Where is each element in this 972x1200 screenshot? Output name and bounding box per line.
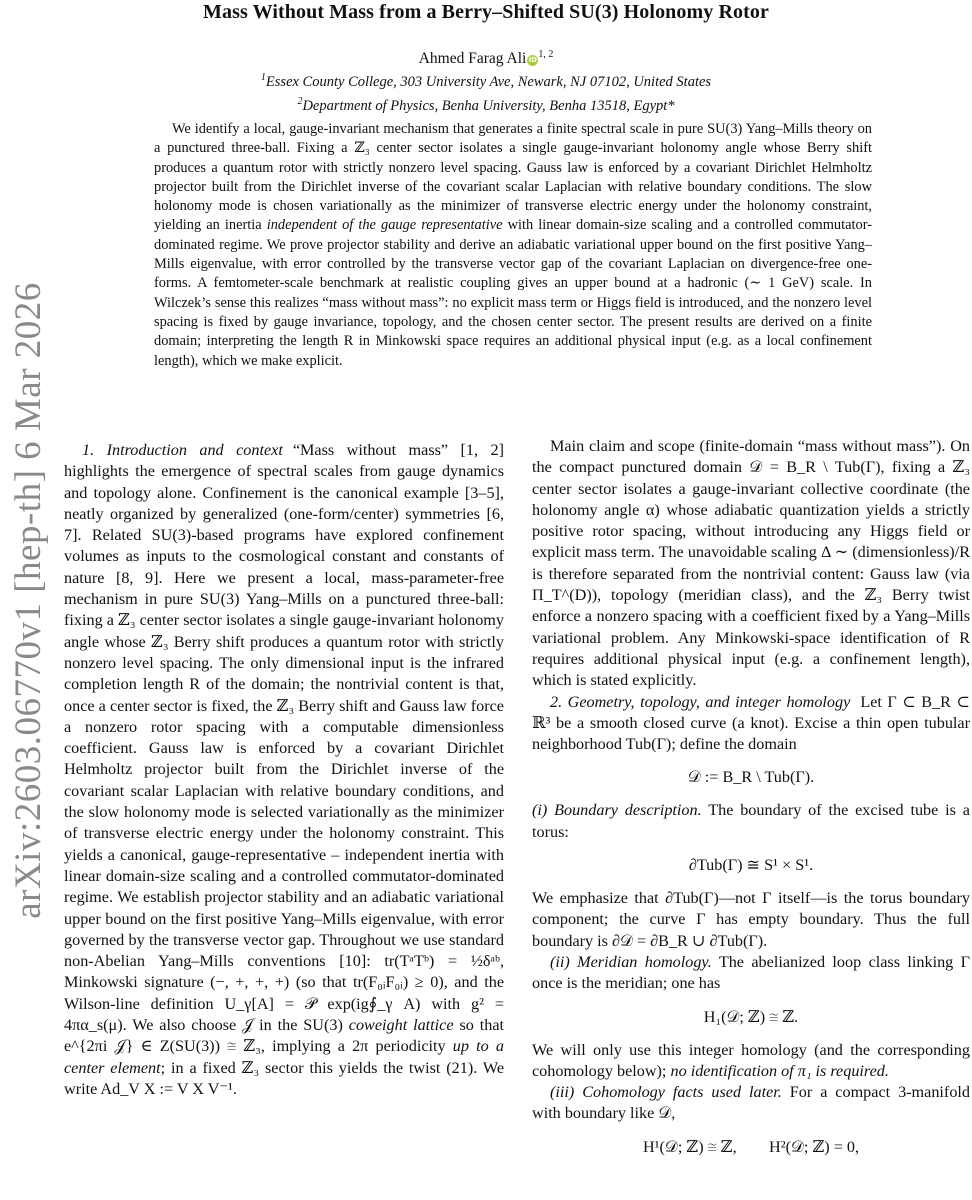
abstract-emphasis: independent of the gauge representative: [266, 217, 503, 234]
right-column: [532, 436, 970, 1170]
abstract: We identify a local, gauge-invariant mechanism that generates a finite spectral scale in pure SU(3) Yang–Mills theory on a punctured three-ball. Fixing a ℤ₃ center sector isolates a single gauge-invariant holonomy angle whose Berry shift produces a quantum rotor with strictly nonzero level spacing. Gauss law is enforced by a covariant Dirichlet Helmholtz projector built from the Dirichlet inverse of the covariant scalar Laplacian with relative boundary conditions. The slow holonomy mode is chosen variationally as the minimizer of transverse electric energy under the holonomy constraint, yielding an inertia independent of the gauge representative with linear domain-size scaling and a controlled commutator-dominated regime. We prove projector stability and derive an adiabatic variational upper bound on the first positive Yang–Mills eigenvalue, with error controlled by the transverse vector gap of the covariant Laplacian on divergence-free one-forms. A femtometer-scale benchmark at realistic coupling gives an upper bound at a hadronic (∼ 1 GeV) scale. In Wilczek’s sense this realizes “mass without mass”: no explicit mass term or Higgs field is introduced, and the nonzero level spacing is fixed by gauge invariance, topology, and the chosen center sector. The present results are derived on a finite domain; interpreting the length R in Minkowski space requires an additional physical input (e.g. as a local confinement length), which we make explicit.: [154, 121, 873, 369]
affiliation-2: $^2$Department of Physics, Benha University, Benha 13518, Egypt*: [297, 96, 675, 114]
cohomology-paragraph: (iii) Cohomology facts used later. For a compact 3-manifold with boundary like 𝒟,: [532, 1083, 971, 1123]
section-2-heading: 2. Geometry, topology, and integer homology: [550, 692, 851, 711]
section-1-heading: 1. Introduction and context: [82, 441, 283, 459]
affiliations: [0, 68, 972, 116]
equation-cohomology: H¹(𝒟; ℤ) ≅ ℤ, H²(𝒟; ℤ) = 0,: [642, 1137, 860, 1156]
author-name: Ahmed Farag Ali: [418, 50, 527, 67]
meridian-heading: (ii) Meridian homology.: [550, 952, 712, 971]
author-affiliation-marks: 1, 2: [538, 49, 554, 60]
author-line: [0, 45, 972, 69]
main-claim-paragraph: Main claim and scope (finite-domain “mass without mass”). On the compact punctured domain 𝒟 = B_R \ Tub(Γ), fixing a ℤ₃ center sector isolates a gauge-invariant collective coordinate (the holonomy angle α) whose adiabatic quantization yields a strictly positive rotor spacing, without introducing any Higgs field or explicit mass term. The unavoidable scaling Δ ∼ (dimensionless)/R is therefore separated from the nontrivial content: Gauss law (via Π_T^(D)), topology (meridian class), and the ℤ₃ Berry twist enforce a nonzero spacing with a coefficient fixed by a Yang–Mills variational problem. Any Minkowski-space identification of R requires additional physical input (e.g. a confinement length), which is stated explicitly.: [532, 437, 970, 690]
arxiv-stamp-text: arXiv:2603.06770v1 [hep-th] 6 Mar 2026: [7, 281, 49, 919]
equation-domain: 𝒟 := B_R \ Tub(Γ).: [687, 768, 815, 787]
affiliation-1: $^1$Essex County College, 303 University Ave, Newark, NJ 07102, United States: [260, 72, 712, 90]
integer-homology-paragraph: We will only use this integer homology (and the corresponding cohomology below); no identification of π₁ is required.: [532, 1040, 970, 1080]
equation-homology: H₁(𝒟; ℤ) ≅ ℤ.: [703, 1007, 799, 1026]
cohomology-heading: (iii) Cohomology facts used later.: [550, 1083, 782, 1102]
section-1-paragraph: 1. Introduction and context “Mass without mass” [1, 2] highlights the emergence of spectral scales from gauge dynamics and topology alone. Confinement is the canonical example [3–5], neatly organized by generalized (one-form/center) symmetries [6, 7]. Related SU(3)-based programs have explored confinement volumes as inputs to the cosmological constant and constants of nature [8, 9]. Here we present a local, mass-parameter-free mechanism in pure SU(3) Yang–Mills on a punctured three-ball: fixing a ℤ₃ center sector isolates a single gauge-invariant holonomy angle whose ℤ₃ Berry shift produces a quantum rotor with strictly nonzero level spacing. The only dimensional input is the infrared completion length R of the domain; the nontrivial content is that, once a center sector is fixed, the ℤ₃ Berry shift and Gauss law force a nonzero rotor spacing with a computable dimensionless coefficient. Gauss law is enforced by a covariant Dirichlet Helmholtz projector built from the Dirichlet inverse of the covariant scalar Laplacian with relative boundary conditions, and the slow holonomy mode is selected variationally as the minimizer of transverse electric energy under the holonomy constraint. This yields a canonical, gauge-representative – independent inertia with linear domain-size scaling and a controlled commutator-dominated regime. We establish projector stability and an adiabatic variational upper bound on the first positive Yang–Mills eigenvalue, with error governed by the transverse vector gap. Throughout we use standard non-Abelian Yang–Mills conventions [10]: tr(TᵃTᵇ) = ½δᵃᵇ, Minkowski signature (−, +, +, +) (so that tr(F₀ᵢF₀ᵢ) ≥ 0), and the Wilson-line definition U_γ[A] = 𝒫 exp(ig∮_γ A) with g² = 4πα_s(μ). We also choose 𝒥 in the SU(3) coweight lattice so that e^{2πi 𝒥} ∈ Z(SU(3)) ≅ ℤ₃, implying a 2π periodicity up to a center element; in a fixed ℤ₃ sector this yields the twist (21). We write Ad_V X := V X V⁻¹.: [64, 441, 505, 1098]
equation-torus: ∂Tub(Γ) ≅ S¹ × S¹.: [688, 856, 814, 875]
section-2-paragraph: 2. Geometry, topology, and integer homology Let Γ ⊂ B_R ⊂ ℝ³ be a smooth closed curve (a knot). Excise a thin open tubular neighborhood Tub(Γ); define the domain: [532, 692, 970, 754]
meridian-paragraph: (ii) Meridian homology. The abelianized loop class linking Γ once is the meridian; one has: [532, 952, 970, 993]
paper-title: Mass Without Mass from a Berry–Shifted SU(3) Holonomy Rotor: [203, 1, 769, 23]
left-column: [64, 440, 504, 1100]
boundary-heading: (i) Boundary description.: [532, 801, 702, 820]
orcid-icon[interactable]: iD: [528, 56, 537, 64]
boundary-paragraph: (i) Boundary description. The boundary of the excised tube is a torus:: [532, 801, 970, 841]
arxiv-identifier-stamp: [6, 281, 50, 919]
emphasize-paragraph: We emphasize that ∂Tub(Γ)—not Γ itself—is the torus boundary component; the curve Γ has empty boundary. Thus the full boundary is ∂𝒟 = ∂B_R ∪ ∂Tub(Γ).: [532, 889, 970, 950]
